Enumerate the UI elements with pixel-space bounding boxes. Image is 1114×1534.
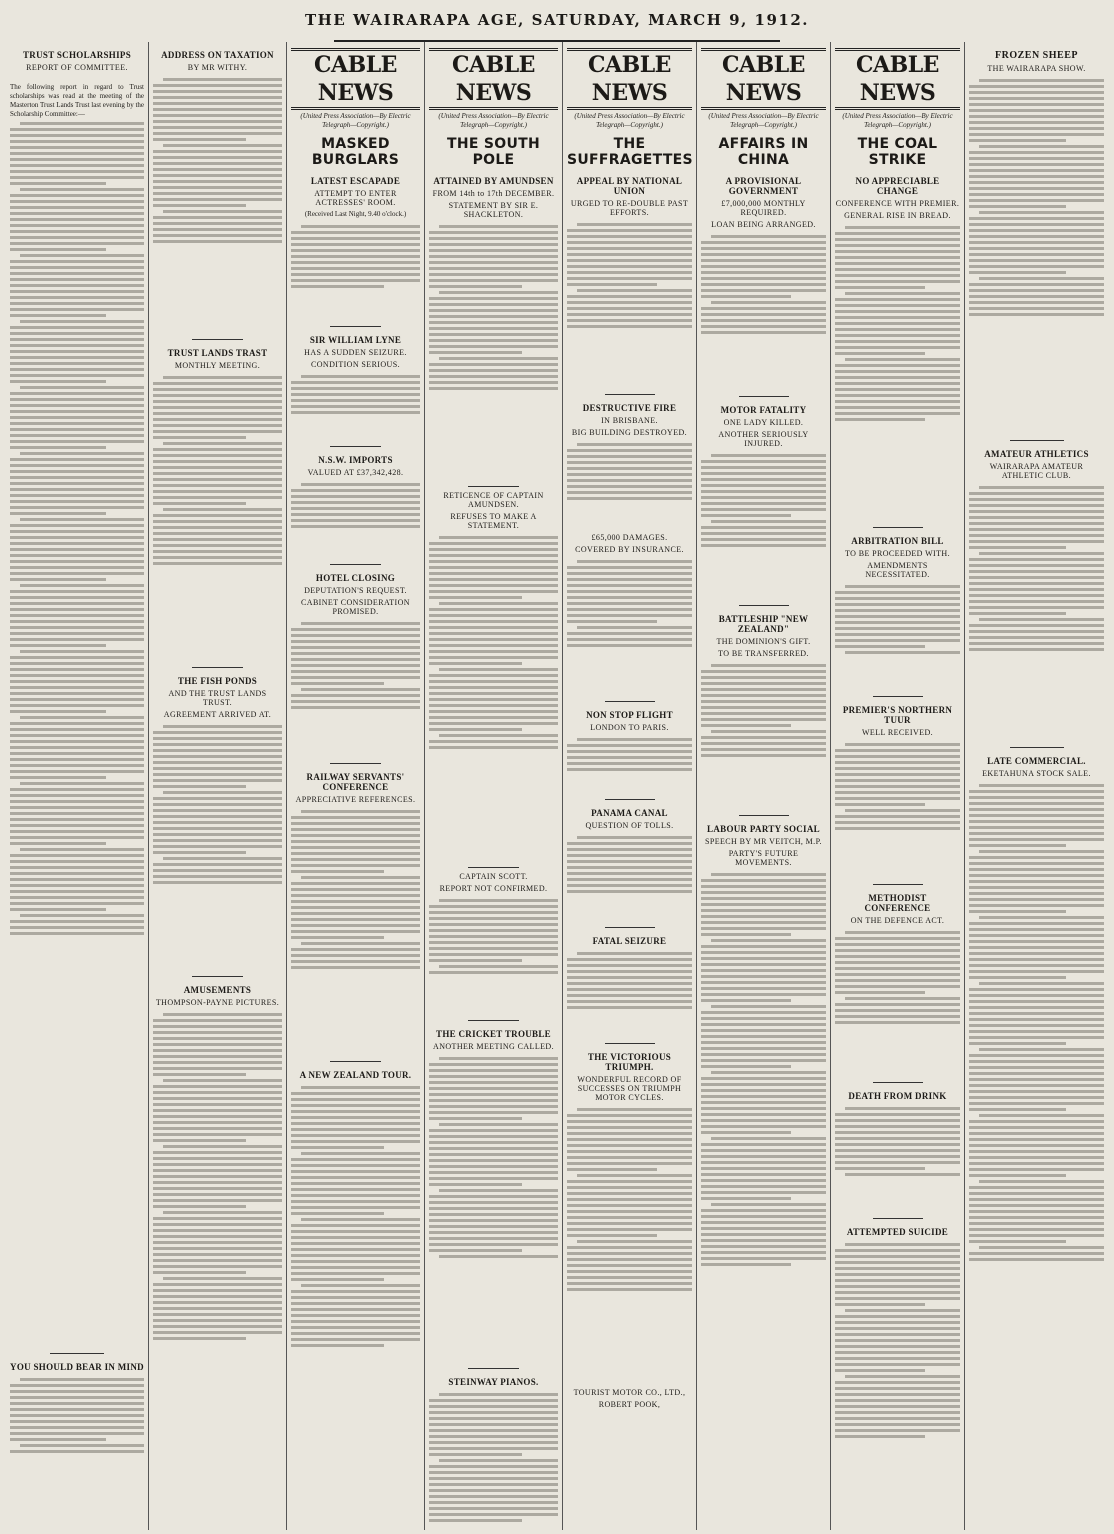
deck-captain-scott: CAPTAIN SCOTT. [459, 872, 528, 881]
divider [330, 446, 382, 447]
subhead-no-change: NO APPRECIABLE CHANGE [855, 176, 940, 196]
newspaper-title: THE WAIRARAPA AGE, SATURDAY, MARCH 9, 1912. [305, 11, 809, 29]
headline-nsw-imports: N.S.W. IMPORTS [318, 455, 393, 465]
article-body-suffragettes [567, 220, 692, 390]
headline-arbitration-bill: ARBITRATION BILL [851, 536, 944, 546]
deck-meeting-called: ANOTHER MEETING CALLED. [433, 1042, 554, 1051]
deck-cabinet: CABINET CONSIDERATION PROMISED. [301, 598, 410, 616]
article-body-methodist [835, 928, 960, 1078]
divider [1010, 440, 1064, 441]
subhead-thompson-payne: THOMPSON-PAYNE PICTURES. [155, 998, 280, 1007]
deck-premier: CONFERENCE WITH PREMIER. [835, 199, 960, 208]
deck-lady-killed: ONE LADY KILLED. [723, 418, 804, 427]
article-body-stock-sale [969, 781, 1104, 1501]
cable-news-banner: CABLE NEWS [429, 48, 558, 110]
column-1 [6, 42, 148, 1530]
deck-injured: ANOTHER SERIOUSLY INJURED. [718, 430, 809, 448]
deck-condition-serious: CONDITION SERIOUS. [311, 360, 400, 369]
column-6 [696, 42, 830, 1530]
deck-veitch: SPEECH BY MR VEITCH, M.P. [705, 837, 822, 846]
headline-sir-william-lyne: SIR WILLIAM LYNE [309, 335, 402, 345]
deck-refuses: REFUSES TO MAKE A STATEMENT. [450, 512, 537, 530]
divider [1010, 747, 1064, 748]
subhead-amundsen: ATTAINED BY AMUNDSEN [433, 176, 554, 186]
divider [873, 696, 923, 697]
article-body-coal [835, 223, 960, 523]
press-association-credit: (United Press Association—By Electric Telegraph—Copyright.) [438, 112, 549, 129]
deck-shackleton: STATEMENT BY SIR E. SHACKLETON. [448, 201, 539, 219]
headline-suffragettes: THE SUFFRAGETTES [567, 136, 693, 168]
deck-not-confirmed: REPORT NOT CONFIRMED. [439, 884, 548, 893]
headline-amateur-athletics: AMATEUR ATHLETICS [984, 449, 1089, 459]
column-4 [424, 42, 562, 1530]
divider [605, 927, 655, 928]
advertiser-name: TOURIST MOTOR CO., LTD., [573, 1388, 686, 1397]
divider [873, 1218, 923, 1219]
headline-battleship: BATTLESHIP "NEW ZEALAND" [718, 614, 809, 634]
deck-big-building: BIG BUILDING DESTROYED. [571, 428, 688, 437]
deck-future: PARTY'S FUTURE MOVEMENTS. [728, 849, 799, 867]
article-body-imports [291, 480, 420, 560]
deck-proceeded: TO BE PROCEEDED WITH. [845, 549, 950, 558]
divider [605, 799, 655, 800]
deck-monthly-required: £7,000,000 MONTHLY REQUIRED. [721, 199, 806, 217]
article-body-arbitration [835, 582, 960, 692]
headline-steinway: STEINWAY PIANOS. [448, 1377, 539, 1387]
headline-railway-servants: RAILWAY SERVANTS' CONFERENCE [306, 772, 405, 792]
divider [873, 527, 923, 528]
agent-name: ROBERT POOK, [598, 1400, 661, 1409]
article-body-fire [567, 440, 692, 530]
divider [468, 1368, 520, 1369]
article-body-china [701, 232, 826, 392]
deck-brisbane: IN BRISBANE. [601, 416, 658, 425]
deck-valued: VALUED AT £37,342,428. [307, 468, 404, 477]
deck-december: FROM 14th to 17th DECEMBER. [432, 189, 555, 198]
headline-trust-lands-trast: TRUST LANDS TRAST [167, 348, 268, 358]
divider [192, 976, 244, 977]
divider [739, 815, 789, 816]
headline-hotel-closing: HOTEL CLOSING [315, 573, 396, 583]
article-body-fish-ponds [153, 722, 282, 972]
article-body-amusements [153, 1010, 282, 1510]
divider [468, 486, 520, 487]
article-body-trust-lands [153, 373, 282, 663]
page-columns [6, 42, 1108, 1530]
cable-news-banner: CABLE NEWS [835, 48, 960, 110]
divider [50, 1353, 104, 1354]
headline-address-on-taxation: ADDRESS ON TAXATION [161, 50, 274, 60]
press-association-credit: (United Press Association—By Electric Telegraph—Copyright.) [842, 112, 953, 129]
deck-tolls: QUESTION OF TOLLS. [585, 821, 674, 830]
subhead-provisional-government: A PROVISIONAL GOVERNMENT [725, 176, 802, 196]
divider [330, 564, 382, 565]
deck-insurance: COVERED BY INSURANCE. [575, 545, 684, 554]
headline-victorious-triumph: THE VICTORIOUS TRIUMPH. [587, 1052, 672, 1072]
headline-trust-scholarships: TRUST SCHOLARSHIPS [22, 50, 132, 60]
deck-well-received: WELL RECEIVED. [861, 728, 934, 737]
subhead-latest-escapade: LATEST ESCAPADE [310, 176, 401, 186]
headline-amusements: AMUSEMENTS [183, 985, 252, 995]
subhead-national-union: APPEAL BY NATIONAL UNION [576, 176, 683, 196]
divider [605, 394, 655, 395]
deck-deputation: DEPUTATION'S REQUEST. [304, 586, 407, 595]
subhead-trust-lands-trust: AND THE TRUST LANDS TRUST. [168, 689, 267, 707]
headline-late-commercial: LATE COMMERCIAL. [987, 756, 1086, 766]
article-body-railway [291, 807, 420, 1057]
headline-attempted-suicide: ATTEMPTED SUICIDE [846, 1227, 949, 1237]
divider [330, 1061, 382, 1062]
headline-destructive-fire: DESTRUCTIVE FIRE [582, 403, 677, 413]
subhead-report-of-committee: REPORT OF COMMITTEE. [26, 63, 128, 72]
headline-methodist: METHODIST CONFERENCE [864, 893, 931, 913]
article-body-seizure [567, 949, 692, 1039]
article-body-panama [567, 833, 692, 923]
article-body-burglars [291, 222, 420, 322]
divider [192, 667, 244, 668]
article-body-athletics [969, 483, 1104, 743]
divider [330, 763, 382, 764]
body-spacer [10, 75, 144, 83]
article-body-scott [429, 896, 558, 1016]
headline-south-pole: THE SOUTH POLE [446, 136, 541, 168]
deck-london-paris: LONDON TO PARIS. [590, 723, 669, 732]
deck-redouble: URGED TO RE-DOUBLE PAST EFFORTS. [570, 199, 689, 217]
received-time: (Received Last Night, 9.40 o'clock.) [304, 210, 407, 218]
divider [873, 884, 923, 885]
divider [192, 339, 244, 340]
article-body-lyne [291, 372, 420, 442]
article-body-labour [701, 870, 826, 1470]
cable-news-banner: CABLE NEWS [567, 48, 692, 110]
subhead-wairarapa-show: THE WAIRARAPA SHOW. [987, 64, 1086, 73]
article-body-steinway [429, 1390, 558, 1530]
deck-amendments: AMENDMENTS NECESSITATED. [865, 561, 930, 579]
deck-appreciative: APPRECIATIVE REFERENCES. [295, 795, 416, 804]
article-body-bear-in-mind [10, 1375, 144, 1495]
subhead-agreement: AGREEMENT ARRIVED AT. [163, 710, 272, 719]
deck-triumph-record: WONDERFUL RECORD OF SUCCESSES ON TRIUMPH MOTOR CYCLES. [577, 1075, 682, 1102]
cable-news-banner: CABLE NEWS [701, 48, 826, 110]
divider [468, 1020, 520, 1021]
deck-actresses-room: ATTEMPT TO ENTER ACTRESSES' ROOM. [314, 189, 397, 207]
article-body-taxation [153, 75, 282, 335]
subhead-athletic-club: WAIRARAPA AMATEUR ATHLETIC CLUB. [989, 462, 1084, 480]
article-body-south-pole [429, 222, 558, 482]
headline-bear-in-mind: YOU SHOULD BEAR IN MIND [10, 1362, 144, 1372]
headline-premiers-tour: PREMIER'S NORTHERN TUUR [842, 705, 953, 725]
article-body-hotel [291, 619, 420, 759]
article-body-cricket [429, 1054, 558, 1364]
article-body-flight [567, 735, 692, 795]
column-8 [964, 42, 1108, 1530]
headline-death-from-drink: DEATH FROM DRINK [848, 1091, 947, 1101]
divider [739, 396, 789, 397]
deck-reticence: RETICENCE OF CAPTAIN AMUNDSEN. [443, 491, 544, 509]
subhead-monthly-meeting: MONTHLY MEETING. [174, 361, 261, 370]
headline-nz-tour: A NEW ZEALAND TOUR. [299, 1070, 412, 1080]
headline-masked-burglars: MASKED BURGLARS [311, 136, 400, 168]
headline-labour-party: LABOUR PARTY SOCIAL [707, 824, 820, 834]
subhead-by-mr-withy: BY MR WITHY. [187, 63, 248, 72]
divider [739, 605, 789, 606]
headline-affairs-in-china: AFFAIRS IN CHINA [718, 136, 809, 168]
article-body-reticence [429, 533, 558, 863]
divider [468, 867, 520, 868]
subhead-stock-sale: EKETAHUNA STOCK SALE. [982, 769, 1091, 778]
column-3 [286, 42, 424, 1530]
divider [605, 1043, 655, 1044]
divider [330, 326, 382, 327]
headline-coal-strike: THE COAL STRIKE [857, 136, 938, 168]
deck-defence-act: ON THE DEFENCE ACT. [850, 916, 945, 925]
column-2 [148, 42, 286, 1530]
headline-cricket-trouble: THE CRICKET TROUBLE [436, 1029, 551, 1039]
headline-fish-ponds: THE FISH PONDS [177, 676, 258, 686]
column-7 [830, 42, 964, 1530]
masthead [0, 0, 1114, 40]
article-body-tour [291, 1083, 420, 1483]
article-body-triumph [567, 1105, 692, 1385]
article-body-fire-2 [567, 557, 692, 697]
headline-panama-canal: PANAMA CANAL [591, 808, 668, 818]
headline-fatal-seizure: FATAL SEIZURE [592, 936, 667, 946]
headline-motor-fatality: MOTOR FATALITY [720, 405, 807, 415]
deck-transferred: TO BE TRANSFERRED. [718, 649, 809, 658]
press-association-credit: (United Press Association—By Electric Telegraph—Copyright.) [574, 112, 685, 129]
article-body-frozen-sheep [969, 76, 1104, 436]
cable-news-banner: CABLE NEWS [291, 48, 420, 110]
article-body-battleship [701, 661, 826, 811]
article-body-drink [835, 1104, 960, 1214]
deck-bread: GENERAL RISE IN BREAD. [844, 211, 951, 220]
deck-damages: £65,000 DAMAGES. [591, 533, 668, 542]
article-body-motor [701, 451, 826, 601]
divider [605, 701, 655, 702]
headline-frozen-sheep: FROZEN SHEEP [995, 50, 1078, 61]
deck-dominions-gift: THE DOMINION'S GIFT. [716, 637, 811, 646]
article-body-suicide [835, 1240, 960, 1530]
press-association-credit: (United Press Association—By Electric Telegraph—Copyright.) [708, 112, 819, 129]
paragraph-trust-scholarships-intro: The following report in regard to Trust scholarships was read at the meeting of the Masterton Trust Lands Trust last evening by the Scholarship Committee:— [10, 83, 144, 118]
deck-sudden-seizure: HAS A SUDDEN SEIZURE. [304, 348, 407, 357]
column-5 [562, 42, 696, 1530]
divider [873, 1082, 923, 1083]
deck-loan: LOAN BEING ARRANGED. [711, 220, 816, 229]
press-association-credit: (United Press Association—By Electric Telegraph—Copyright.) [300, 112, 411, 129]
article-body-trust-scholarships [10, 119, 144, 1349]
headline-non-stop-flight: NON STOP FLIGHT [586, 710, 673, 720]
article-body-tour [835, 740, 960, 880]
